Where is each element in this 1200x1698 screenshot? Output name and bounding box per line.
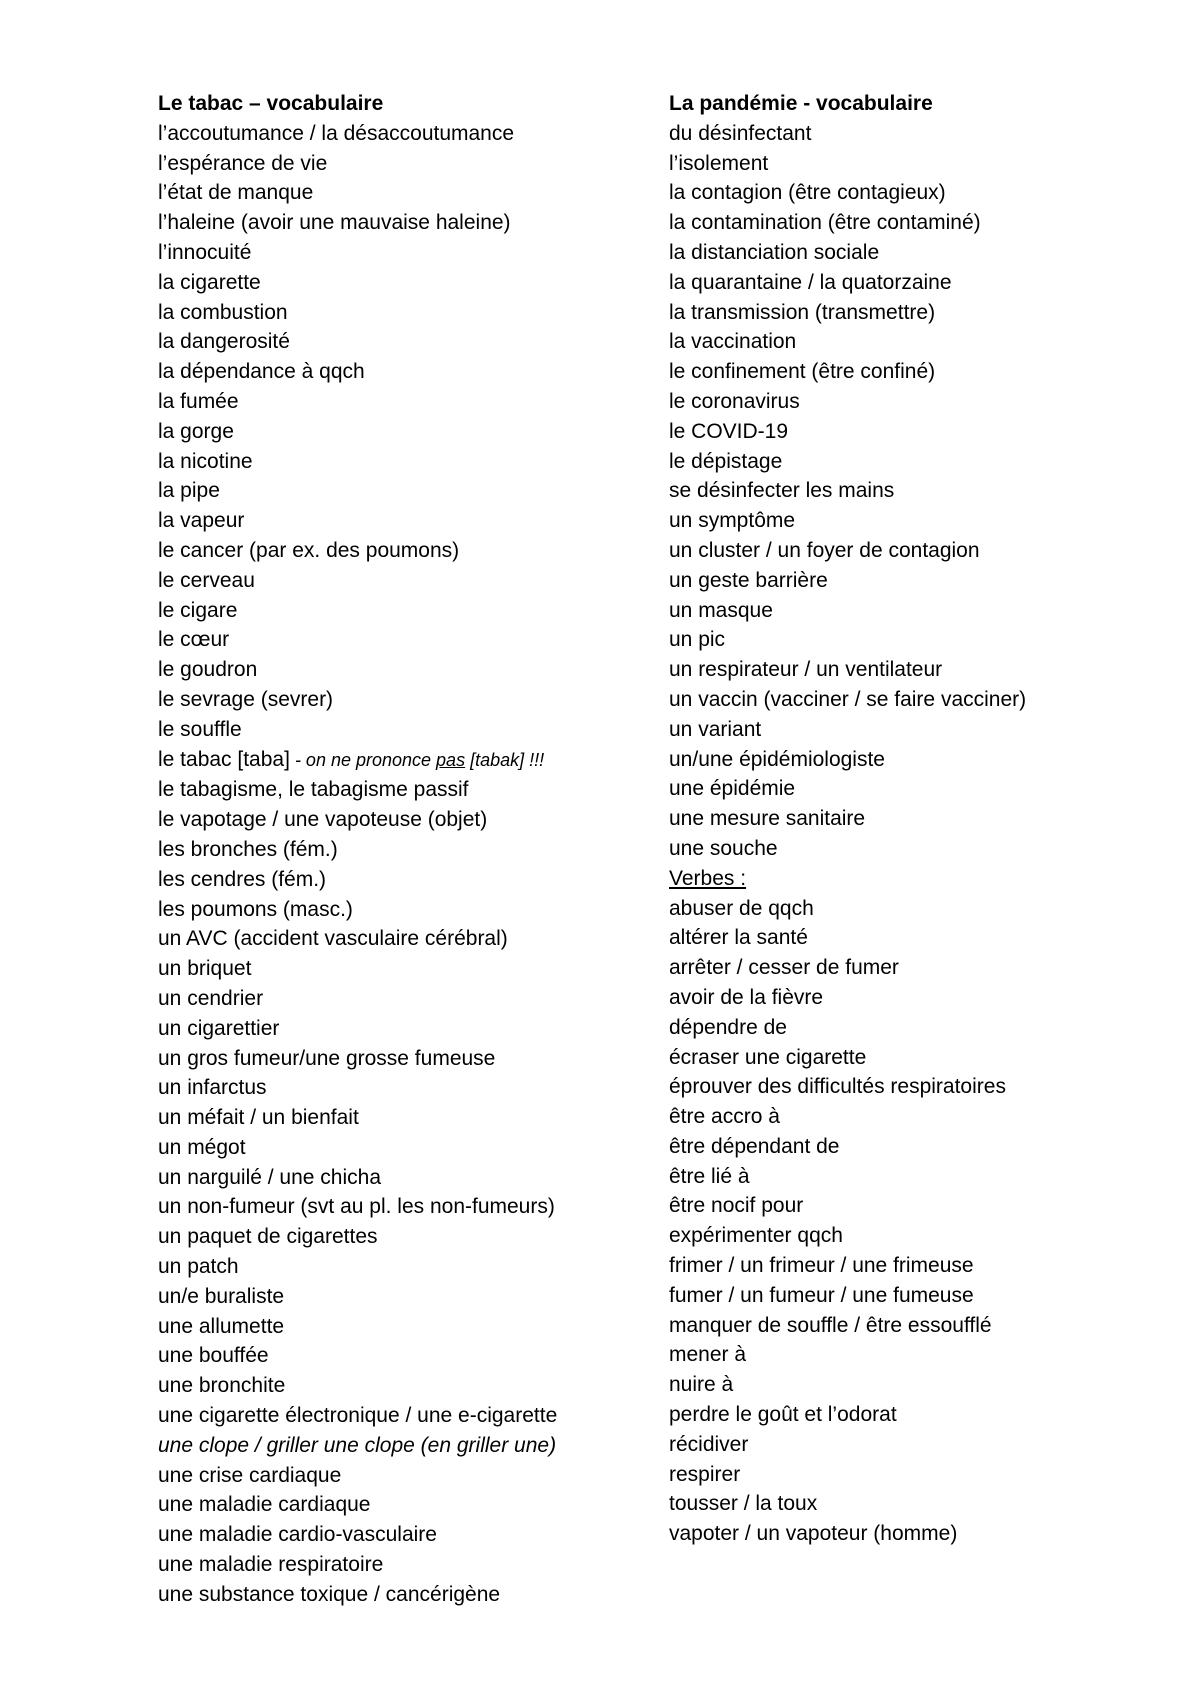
verb-item: perdre le goût et l’odorat xyxy=(669,1403,897,1427)
vocab-item: un cluster / un foyer de contagion xyxy=(669,538,980,562)
vocab-item: un patch xyxy=(158,1255,239,1279)
verb-item: dépendre de xyxy=(669,1015,787,1039)
vocab-item: la vapeur xyxy=(158,509,245,533)
vocab-item: un respirateur / un ventilateur xyxy=(669,658,943,682)
tabac-title: Le tabac – vocabulaire xyxy=(158,92,384,115)
tabac-pronunciation-note-pas: pas xyxy=(436,749,466,770)
pandemie-items-list xyxy=(669,119,1169,864)
verb-item: être nocif pour xyxy=(669,1194,804,1218)
vocab-item: le goudron xyxy=(158,658,258,682)
vocab-item: une maladie respiratoire xyxy=(158,1553,384,1577)
vocab-item: le coronavirus xyxy=(669,389,800,413)
vocab-item: l’haleine (avoir une mauvaise haleine) xyxy=(158,211,511,235)
verb-item: respirer xyxy=(669,1462,741,1486)
vocab-item: la nicotine xyxy=(158,449,253,473)
vocab-item: un mégot xyxy=(158,1135,246,1159)
vocab-item: le vapotage / une vapoteuse (objet) xyxy=(158,808,488,832)
vocab-item: un symptôme xyxy=(669,509,796,533)
vocab-item: un vaccin (vacciner / se faire vacciner) xyxy=(669,687,1027,711)
vocab-item: un méfait / un bienfait xyxy=(158,1106,359,1130)
verbes-items-list xyxy=(669,894,1169,1550)
vocab-item: la vaccination xyxy=(669,330,797,354)
vocab-item: le cigare xyxy=(158,598,238,622)
verb-item: altérer la santé xyxy=(669,926,808,950)
vocab-item: un briquet xyxy=(158,957,252,981)
verb-item: être lié à xyxy=(669,1164,750,1188)
vocab-item: une maladie cardiaque xyxy=(158,1493,371,1517)
vocab-item: un infarctus xyxy=(158,1076,267,1100)
vocab-item: le tabagisme, le tabagisme passif xyxy=(158,778,469,802)
pandemie-title: La pandémie - vocabulaire xyxy=(669,92,933,115)
vocab-item: une bouffée xyxy=(158,1344,269,1368)
verb-item: être dépendant de xyxy=(669,1134,840,1158)
vocab-item: l’espérance de vie xyxy=(158,151,328,175)
vocab-item: le souffle xyxy=(158,717,242,741)
vocab-item: le COVID-19 xyxy=(669,419,789,443)
vocab-item: la quarantaine / la quatorzaine xyxy=(669,270,952,294)
verb-item: fumer / un fumeur / une fumeuse xyxy=(669,1283,974,1307)
vocab-item: un AVC (accident vasculaire cérébral) xyxy=(158,927,508,951)
vocab-item: le cerveau xyxy=(158,568,255,592)
vocab-item: un narguilé / une chicha xyxy=(158,1165,381,1189)
vocab-item: une bronchite xyxy=(158,1374,286,1398)
tabac-items-end-list xyxy=(158,1461,658,1610)
vocab-item: l’innocuité xyxy=(158,240,252,264)
verb-item: avoir de la fièvre xyxy=(669,985,824,1009)
verb-item: expérimenter qqch xyxy=(669,1224,843,1248)
tabac-vocabulary-column xyxy=(158,89,658,1610)
vocab-item: une épidémie xyxy=(669,777,796,801)
vocab-item: les bronches (fém.) xyxy=(158,837,338,861)
vocab-item: un/une épidémiologiste xyxy=(669,747,885,771)
vocab-item: la combustion xyxy=(158,300,288,324)
vocab-item: un paquet de cigarettes xyxy=(158,1225,378,1249)
vocab-item: du désinfectant xyxy=(669,121,812,145)
vocab-item: l’état de manque xyxy=(158,181,314,205)
vocab-item: la distanciation sociale xyxy=(669,240,880,264)
verb-item: frimer / un frimeur / une frimeuse xyxy=(669,1254,974,1278)
tabac-clope-item: une clope / griller une clope (en griller une) xyxy=(158,1433,557,1457)
verb-item: nuire à xyxy=(669,1373,734,1397)
vocab-item: un/e buraliste xyxy=(158,1284,285,1308)
vocab-item: le cancer (par ex. des poumons) xyxy=(158,538,460,562)
verb-item: manquer de souffle / être essoufflé xyxy=(669,1313,992,1337)
verbes-label: Verbes : xyxy=(669,866,747,890)
vocab-item: l’isolement xyxy=(669,151,769,175)
verb-item: écraser une cigarette xyxy=(669,1045,867,1069)
verb-item: arrêter / cesser de fumer xyxy=(669,956,899,980)
vocab-item: un cendrier xyxy=(158,986,264,1010)
vocab-item: une maladie cardio-vasculaire xyxy=(158,1523,437,1547)
vocab-item: un pic xyxy=(669,628,726,652)
vocab-item: une allumette xyxy=(158,1314,285,1338)
vocab-item: le confinement (être confiné) xyxy=(669,360,936,384)
vocab-item: un masque xyxy=(669,598,773,622)
vocab-item: les cendres (fém.) xyxy=(158,867,327,891)
vocab-item: une souche xyxy=(669,836,778,860)
vocab-item: la dépendance à qqch xyxy=(158,360,365,384)
tabac-pronunciation-word: le tabac [taba] xyxy=(158,747,290,771)
vocab-item: le cœur xyxy=(158,628,230,652)
verb-item: vapoter / un vapoteur (homme) xyxy=(669,1522,958,1546)
vocab-item: la cigarette xyxy=(158,270,261,294)
vocab-item: se désinfecter les mains xyxy=(669,479,895,503)
verb-item: être accro à xyxy=(669,1105,780,1129)
tabac-pronunciation-note-start: - on ne prononce xyxy=(289,749,437,770)
vocab-item: la gorge xyxy=(158,419,234,443)
vocab-item: l’accoutumance / la désaccoutumance xyxy=(158,121,515,145)
verb-item: récidiver xyxy=(669,1432,749,1456)
tabac-items-list xyxy=(158,119,658,745)
vocab-item: un non-fumeur (svt au pl. les non-fumeurs) xyxy=(158,1195,555,1219)
vocab-item: le dépistage xyxy=(669,449,783,473)
vocab-item: la contamination (être contaminé) xyxy=(669,211,981,235)
tabac-pronunciation-line xyxy=(158,745,658,776)
vocab-item: la fumée xyxy=(158,389,239,413)
vocab-item: une cigarette électronique / une e-cigarette xyxy=(158,1404,558,1428)
verb-item: éprouver des difficultés respiratoires xyxy=(669,1075,1006,1099)
vocab-item: un geste barrière xyxy=(669,568,828,592)
vocab-item: une mesure sanitaire xyxy=(669,807,866,831)
vocab-item: une crise cardiaque xyxy=(158,1463,342,1487)
vocab-item: une substance toxique / cancérigène xyxy=(158,1582,501,1606)
verb-item: tousser / la toux xyxy=(669,1492,818,1516)
vocab-item: la dangerosité xyxy=(158,330,290,354)
tabac-items-after-list xyxy=(158,775,658,1431)
vocab-item: un cigarettier xyxy=(158,1016,280,1040)
vocab-item: le sevrage (sevrer) xyxy=(158,687,334,711)
vocab-item: un gros fumeur/une grosse fumeuse xyxy=(158,1046,496,1070)
vocab-item: un variant xyxy=(669,717,762,741)
pandemie-vocabulary-column xyxy=(669,89,1169,1549)
vocab-item: la transmission (transmettre) xyxy=(669,300,936,324)
vocab-item: la contagion (être contagieux) xyxy=(669,181,946,205)
verb-item: mener à xyxy=(669,1343,747,1367)
tabac-pronunciation-note-end: [tabak] !!! xyxy=(465,749,545,770)
vocab-item: les poumons (masc.) xyxy=(158,897,353,921)
vocab-item: la pipe xyxy=(158,479,220,503)
verb-item: abuser de qqch xyxy=(669,896,814,920)
